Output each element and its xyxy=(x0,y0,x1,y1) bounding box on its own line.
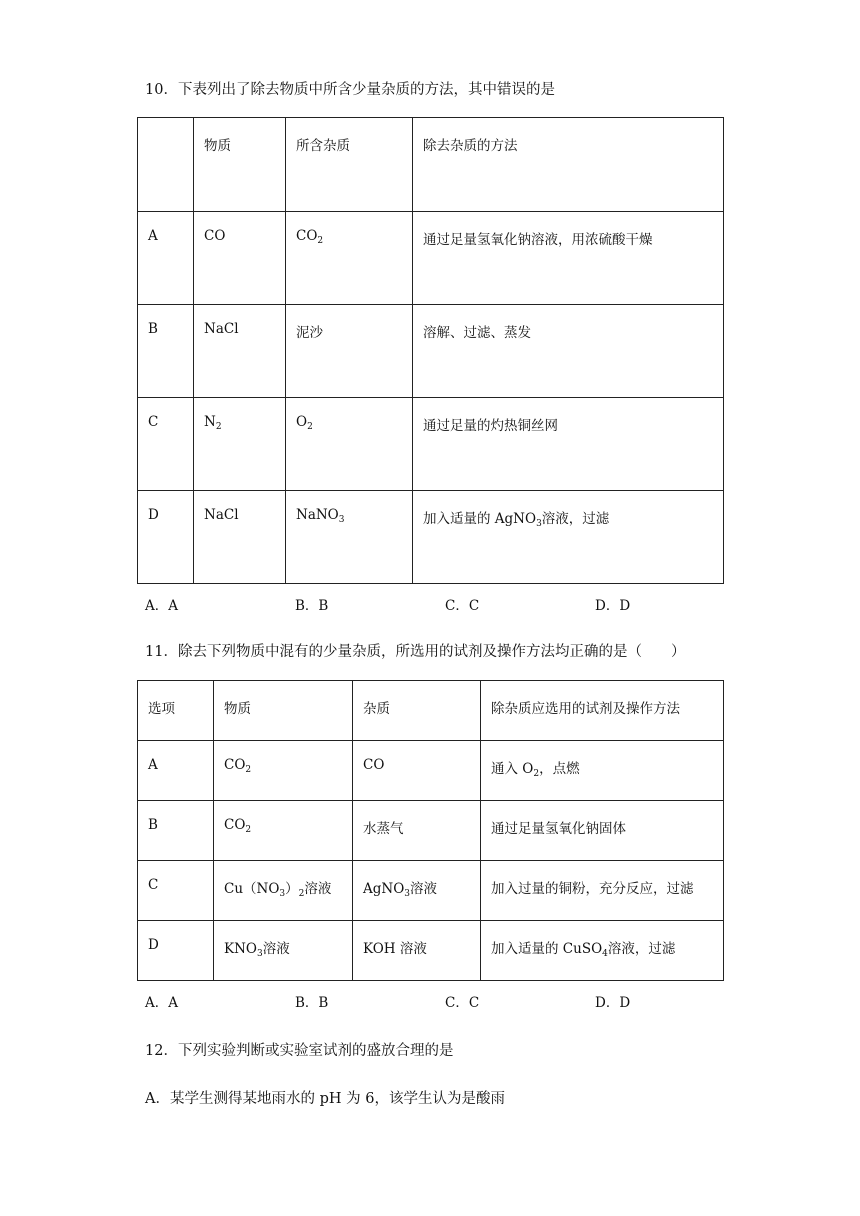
substance-cell: $CO_2$ xyxy=(224,757,252,775)
header-cell: 选项 xyxy=(148,701,175,717)
option-a[interactable]: A．A xyxy=(145,598,178,614)
impurity-cell: $O_2$ xyxy=(296,414,313,432)
table-row xyxy=(138,305,724,398)
table-row xyxy=(138,801,724,861)
substance-cell: $CO_2$ xyxy=(224,817,252,835)
row-id: B xyxy=(148,817,158,833)
substance-cell: $Cu(NO_3)_2$溶液 xyxy=(224,881,332,899)
option-c[interactable]: C．C xyxy=(445,995,480,1011)
table-row xyxy=(138,741,724,801)
substance-cell: CO xyxy=(204,228,226,244)
option-c[interactable]: C．C xyxy=(445,598,480,614)
table-row xyxy=(138,861,724,921)
header-cell: 除去杂质的方法 xyxy=(423,138,518,154)
header-cell: 物质 xyxy=(204,138,231,154)
method-cell: 溶解、过滤、蒸发 xyxy=(423,325,531,341)
table-row xyxy=(138,212,724,305)
method-cell: 加入适量的 CuSO$_4$溶液，过滤 xyxy=(491,941,676,959)
method-cell: 通过足量氢氧化钠溶液，用浓硫酸干燥 xyxy=(423,232,653,248)
row-id: C xyxy=(148,414,159,430)
method-cell: 加入过量的铜粉，充分反应，过滤 xyxy=(491,881,694,897)
impurity-cell: NaNO$_3$ xyxy=(296,507,345,525)
substance-cell: $KNO_3$溶液 xyxy=(224,941,290,959)
row-id: D xyxy=(148,937,159,953)
impurity-cell: CO xyxy=(363,757,385,773)
option-d[interactable]: D．D xyxy=(595,598,631,614)
q11-table xyxy=(137,680,724,981)
impurity-cell: $CO_2$ xyxy=(296,228,324,246)
row-id: A xyxy=(148,757,158,773)
row-id: D xyxy=(148,507,159,523)
table-row xyxy=(138,491,724,584)
substance-cell: NaCl xyxy=(204,321,239,337)
header-cell: 物质 xyxy=(224,701,251,717)
q10-table xyxy=(137,117,724,584)
q12-option-a[interactable]: A．某学生测得某地雨水的 pH 为 6，该学生认为是酸雨 xyxy=(145,1091,505,1107)
option-a[interactable]: A．A xyxy=(145,995,178,1011)
impurity-cell: 水蒸气 xyxy=(363,821,404,837)
substance-cell: NaCl xyxy=(204,507,239,523)
impurity-cell: AgNO$_3$溶液 xyxy=(363,881,438,899)
table-header-row xyxy=(138,118,724,212)
method-cell: 通过足量的灼热铜丝网 xyxy=(423,418,558,434)
header-cell: 杂质 xyxy=(363,701,390,717)
option-b[interactable]: B．B xyxy=(295,598,329,614)
row-id: B xyxy=(148,321,158,337)
header-cell: 所含杂质 xyxy=(296,138,350,154)
row-id: C xyxy=(148,877,159,893)
method-cell: 通过足量氢氧化钠固体 xyxy=(491,821,626,837)
table-row xyxy=(138,921,724,981)
impurity-cell: 泥沙 xyxy=(296,325,323,341)
impurity-cell: KOH 溶液 xyxy=(363,941,427,957)
q10-stem: 10．下表列出了除去物质中所含少量杂质的方法，其中错误的是 xyxy=(145,82,555,98)
row-id: A xyxy=(148,228,158,244)
option-b[interactable]: B．B xyxy=(295,995,329,1011)
header-cell: 除杂质应选用的试剂及操作方法 xyxy=(491,701,680,717)
q11-stem: 11．除去下列物质中混有的少量杂质，所选用的试剂及操作方法均正确的是（ ） xyxy=(145,644,686,660)
table-header-row xyxy=(138,681,724,741)
header-cell xyxy=(138,118,193,134)
q12-stem: 12．下列实验判断或实验室试剂的盛放合理的是 xyxy=(145,1043,454,1059)
substance-cell: $N_2$ xyxy=(204,414,222,432)
option-d[interactable]: D．D xyxy=(595,995,631,1011)
method-cell: 通入 $O_2$，点燃 xyxy=(491,761,580,779)
method-cell: 加入适量的 AgNO$_3$溶液，过滤 xyxy=(423,511,610,529)
table-row xyxy=(138,398,724,491)
